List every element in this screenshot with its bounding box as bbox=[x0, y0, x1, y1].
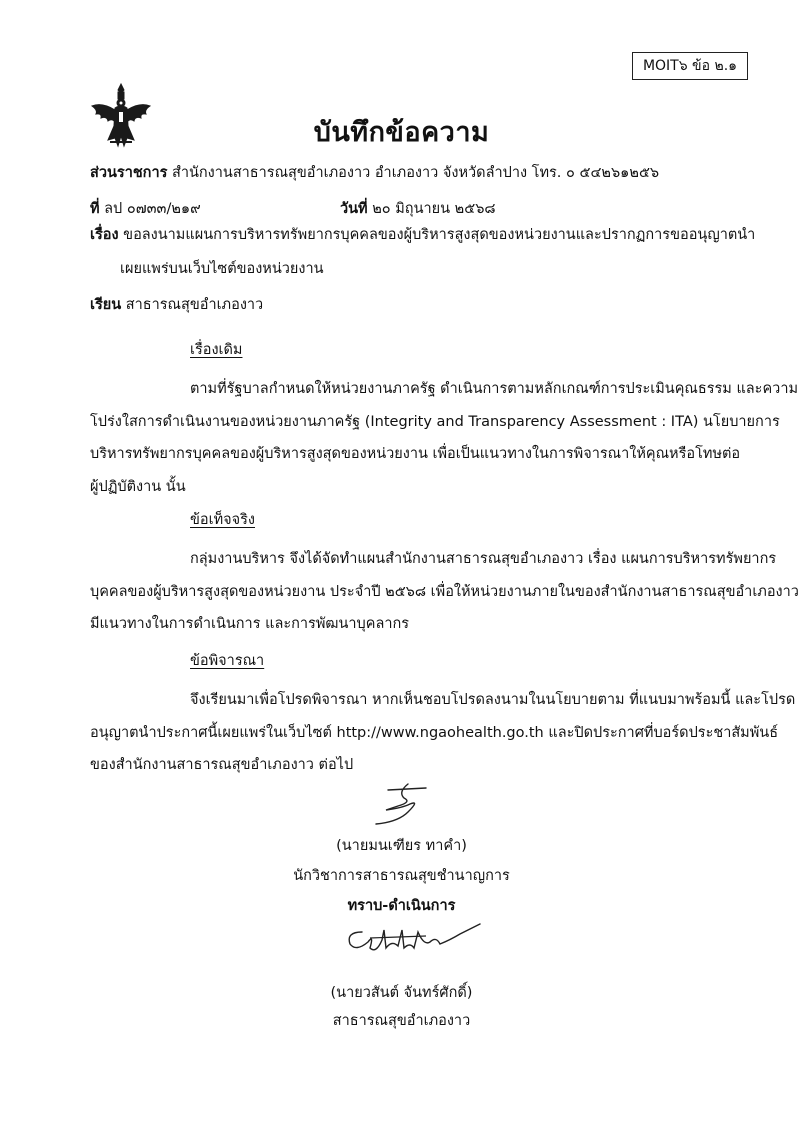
paragraph-line: ผู้ปฏิบัติงาน นั้น bbox=[90, 478, 186, 495]
paragraph-line: มีแนวทางในการดำเนินการ และการพัฒนาบุคลากร bbox=[90, 616, 410, 632]
agency-row bbox=[90, 163, 659, 183]
paragraph-line: ตามที่รัฐบาลกำหนดให้หน่วยงานภาครัฐ ดำเนินการตามหลักเกณฑ์การประเมินคุณธรรม และความ bbox=[190, 381, 799, 397]
section-heading-background: เรื่องเดิม bbox=[190, 342, 243, 358]
ref-no-label: ที่ bbox=[90, 201, 100, 217]
document-ref-code: MOIT๖ ข้อ ๒.๑ bbox=[642, 58, 738, 74]
signer2-position: สาธารณสุขอำเภองาว bbox=[332, 1013, 471, 1029]
section-heading-consideration: ข้อพิจารณา bbox=[190, 653, 265, 669]
date-value: ๒๐ มิถุนายน ๒๕๖๘ bbox=[372, 201, 496, 217]
to-row bbox=[90, 295, 263, 315]
signer2-name: (นายวสันต์ จันทร์ศักดิ์) bbox=[330, 985, 473, 1001]
subject-label: เรื่อง bbox=[90, 227, 119, 243]
signer1-name: (นายมนเฑียร ทาคำ) bbox=[336, 838, 467, 854]
subject-line-2: เผยแพร่บนเว็บไซต์ของหน่วยงาน bbox=[120, 261, 324, 277]
ref-no-value: ลป ๐๗๓๓/๒๑๙ bbox=[104, 201, 201, 217]
handwritten-signature-icon bbox=[340, 918, 490, 962]
date-label: วันที่ bbox=[340, 201, 368, 217]
section-body-facts bbox=[90, 543, 799, 641]
subject-row bbox=[90, 225, 755, 245]
subject-line-1: ขอลงนามแผนการบริหารทรัพยากรบุคคลของผู้บริหารสูงสุดของหน่วยงานและปรากฏการขออนุญาตนำ bbox=[123, 227, 756, 243]
agency-label: ส่วนราชการ bbox=[90, 165, 168, 181]
paragraph-line: บุคคลของผู้บริหารสูงสุดของหน่วยงาน ประจำปี ๒๕๖๘ เพื่อให้หน่วยงานภายในของสำนักงานสาธารณสุขอำเภองาว bbox=[90, 583, 799, 600]
paragraph-line: กลุ่มงานบริหาร จึงได้จัดทำแผนสำนักงานสาธารณสุขอำเภองาว เรื่อง แผนการบริหารทรัพยากร bbox=[190, 551, 777, 567]
approval-note: ทราบ-ดำเนินการ bbox=[347, 898, 456, 914]
to-label: เรียน bbox=[90, 297, 122, 313]
signer1-position: นักวิชาการสาธารณสุขชำนาญการ bbox=[293, 868, 510, 884]
memo-title: บันทึกข้อความ bbox=[313, 117, 490, 148]
paragraph-line: อนุญาตนำประกาศนี้เผยแพร่ในเว็บไซต์ http://www.ngaohealth.go.th และปิดประกาศที่บอร์ดประชาสัมพันธ์ bbox=[90, 724, 779, 741]
paragraph-line: จึงเรียนมาเพื่อโปรดพิจารณา หากเห็นชอบโปรดลงนามในนโยบายตาม ที่แนบมาพร้อมนี้ และโปรด bbox=[190, 692, 796, 708]
paragraph-line: โปร่งใสการดำเนินงานของหน่วยงานภาครัฐ (Integrity and Transparency Assessment : ITA) นโยบายการ bbox=[90, 413, 780, 430]
section-body-consideration bbox=[90, 684, 796, 782]
ref-no-row bbox=[90, 199, 201, 219]
paragraph-line: ของสำนักงานสาธารณสุขอำเภองาว ต่อไป bbox=[90, 757, 354, 773]
document-ref-code-box bbox=[632, 52, 748, 80]
date-row bbox=[340, 199, 496, 219]
section-heading-facts: ข้อเท็จจริง bbox=[190, 512, 255, 528]
paragraph-line: บริหารทรัพยากรบุคคลของผู้บริหารสูงสุดของหน่วยงาน เพื่อเป็นแนวทางในการพิจารณาให้คุณหรือโทษต่อ bbox=[90, 446, 741, 462]
section-body-background bbox=[90, 373, 799, 503]
handwritten-signature-icon bbox=[368, 778, 438, 828]
agency-value: สำนักงานสาธารณสุขอำเภองาว อำเภองาว จังหวัดลำปาง โทร. ๐ ๕๔๒๖๑๒๕๖ bbox=[172, 165, 660, 181]
to-value: สาธารณสุขอำเภองาว bbox=[125, 297, 264, 313]
